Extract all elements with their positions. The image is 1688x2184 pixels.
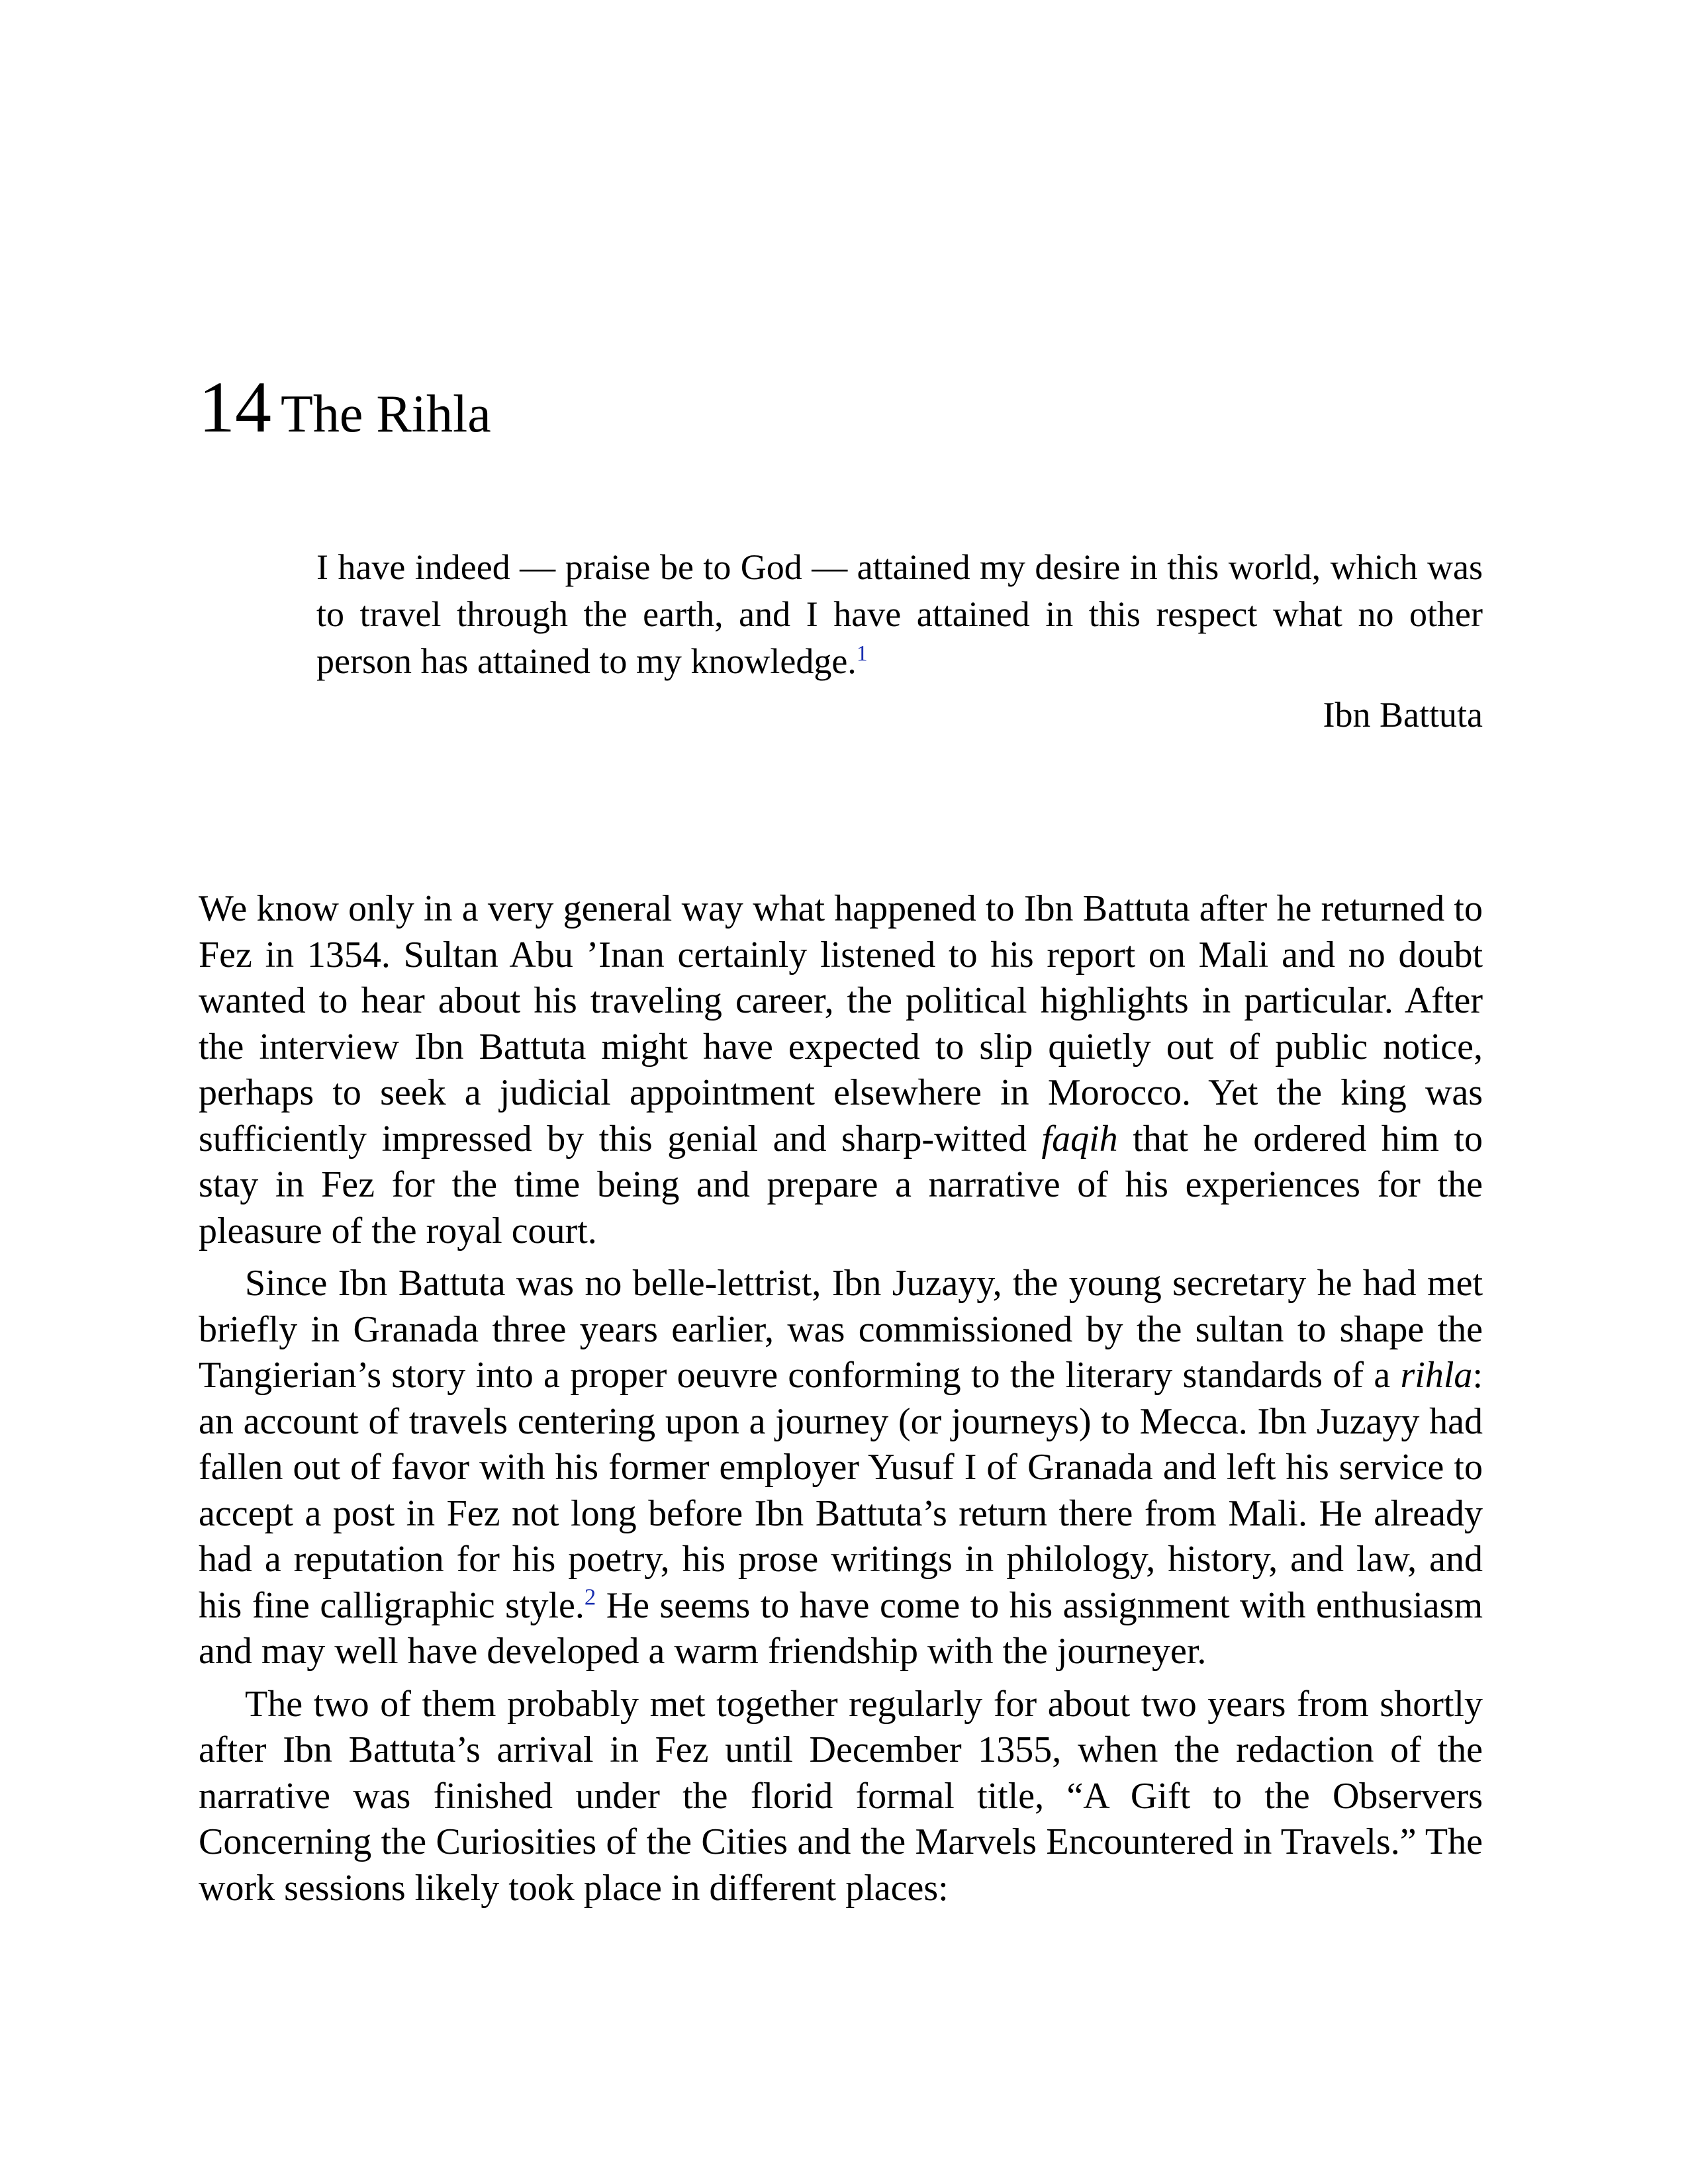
paragraph-1-italic-term: faqih [1041,1118,1118,1160]
paragraph-1-text-a: We know only in a very general way what happened to Ibn Battuta after he returned to Fez in 1354. Sultan Abu ’Inan certainly listened to his report on Mali and no doubt wanted to hear about his traveling career, the political highlights in particular. After the interview Ibn Battuta might have expected to slip quietly out of public notice, perhaps to seek a judicial appointment elsewhere in Morocco. Yet the king was sufficiently impressed by this genial and sharp-witted [199,888,1483,1160]
footnote-ref-2[interactable]: 2 [584,1583,596,1610]
epigraph-text: I have indeed — praise be to God — attained my desire in this world, which was to travel through the earth, and I have attained in this respect what no other person has attained to my knowledge. [316,547,1483,681]
footnote-ref-1[interactable]: 1 [856,641,868,666]
paragraph-2-text-b: : an account of travels centering upon a journey (or journeys) to Mecca. Ibn Juzayy had fallen out of favor with his former employer Yusuf I of Granada and left his service to accept a post in Fez not long before Ibn Battuta’s return there from Mali. He already had a reputation for his poetry, his prose writings in philology, history, and law, and his fine calligraphic style. [199,1355,1483,1626]
paragraph-2 [199,1261,1483,1675]
chapter-heading [199,367,491,447]
paragraph-1-text-b: that he ordered him to stay in Fez for the time being and prepare a narrative of his experiences for the pleasure of the royal court. [199,1118,1483,1251]
body-text [199,886,1483,1918]
paragraph-2-italic-term: rihla [1400,1355,1473,1396]
paragraph-2-text-a: Since Ibn Battuta was no belle-lettrist, Ibn Juzayy, the young secretary he had met briefly in Granada three years earlier, was commissioned by the sultan to shape the Tangierian’s story into a proper oeuvre conforming to the literary standards of a [199,1263,1483,1396]
epigraph-attribution: Ibn Battuta [1323,695,1483,735]
epigraph-quote [316,544,1483,685]
paragraph-2-text-c: He seems to have come to his assignment with enthusiasm and may well have developed a warm friendship with the journeyer. [199,1584,1483,1672]
chapter-title: The Rihla [281,385,491,443]
chapter-number: 14 [199,367,271,447]
paragraph-3: The two of them probably met together regularly for about two years from shortly after Ibn Battuta’s arrival in Fez until December 1355, when the redaction of the narrative was finished under the florid formal title, “A Gift to the Observers Concerning the Curiosities of the Cities and the Marvels Encountered in Travels.” The work sessions likely took place in different places: [199,1683,1483,1909]
epigraph [316,544,1483,739]
paragraph-1 [199,886,1483,1254]
